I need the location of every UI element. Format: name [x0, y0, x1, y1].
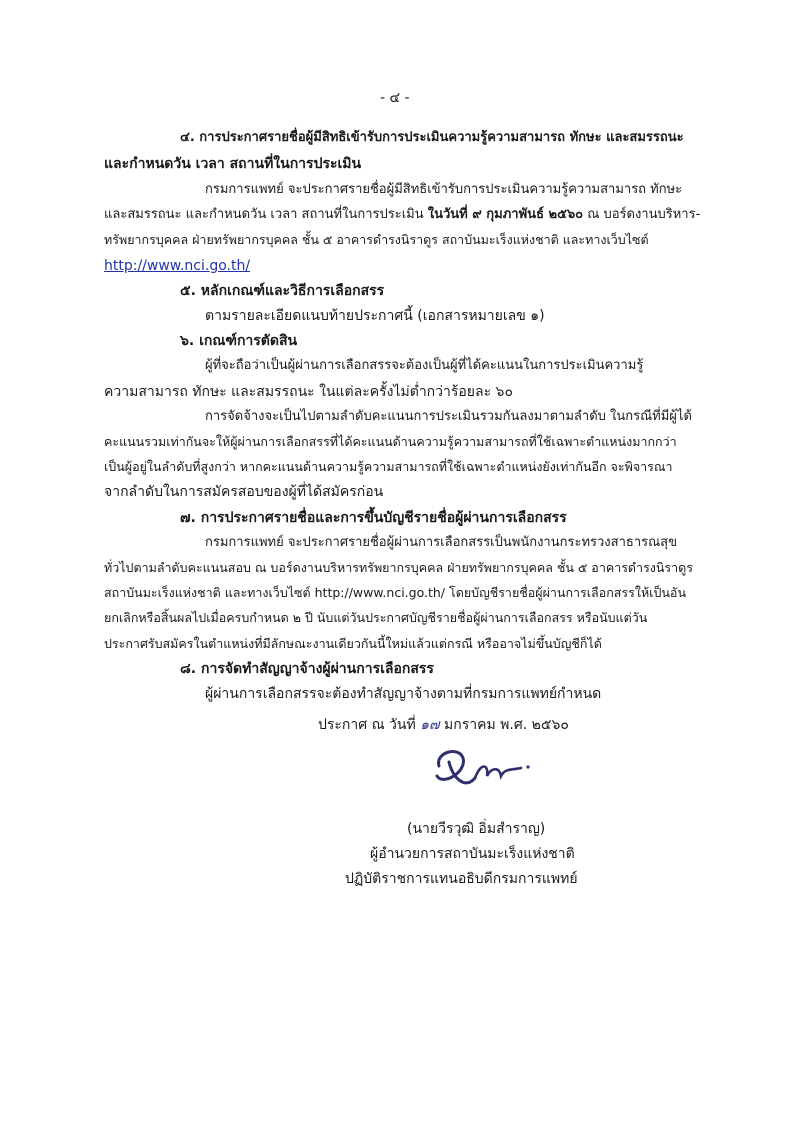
- section-6-p2-line-4: จากลำดับในการสมัครสอบของผู้ที่ได้สมัครก่อน: [104, 484, 384, 500]
- section-4-date-emphasis: ในวันที่ ๙ กุมภาพันธ์ ๒๕๖๐: [427, 207, 584, 222]
- section-4-text-line-2: [104, 203, 700, 227]
- section-6-p1-line-1: ผู้ที่จะถือว่าเป็นผู้ผ่านการเลือกสรรจะต้องเป็นผู้ที่ได้คะแนนในการประเมินความรู้: [205, 358, 644, 373]
- section-8-heading: ๘. การจัดทำสัญญาจ้างผู้ผ่านการเลือกสรร: [180, 661, 434, 677]
- section-7-line-1: กรมการแพทย์ จะประกาศรายชื่อผู้ผ่านการเลือกสรรเป็นพนักงานกระทรวงสาธารณสุข: [205, 535, 677, 550]
- announcement-date: [318, 713, 569, 737]
- section-7-line-4: ยกเลิกหรือสิ้นผลไปเมื่อครบกำหนด ๒ ปี นับแต่วันประกาศบัญชีรายชื่อผู้ผ่านการเลือกสรร หรือนับแต่วัน: [104, 610, 648, 625]
- section-4-text-line-2-c: ณ บอร์ดงานบริหาร-: [587, 207, 701, 222]
- section-4-text-line-3: ทรัพยากรบุคคล ฝ่ายทรัพยากรบุคคล ชั้น ๕ อาคารดำรงนิราดูร สถาบันมะเร็งแห่งชาติ และทางเว็บไซต์: [104, 232, 649, 247]
- section-7-line-2: ทั่วไปตามลำดับคะแนนสอบ ณ บอร์ดงานบริหารทรัพยากรบุคคล ฝ่ายทรัพยากรบุคคล ชั้น ๕ อาคารดำรงนิราดูร: [104, 560, 693, 575]
- section-6-heading: ๖. เกณฑ์การตัดสิน: [180, 333, 298, 349]
- section-6-p2-line-1: การจัดจ้างจะเป็นไปตามลำดับคะแนนการประเมินรวมกันลงมาตามลำดับ ในกรณีที่มีผู้ได้: [205, 409, 692, 424]
- section-6-p2-line-2: คะแนนรวมเท่ากันจะให้ผู้ผ่านการเลือกสรรที่ได้คะแนนด้านความรู้ความสามารถที่ใช้เฉพาะตำแหน่งมากกว่า: [104, 434, 677, 449]
- announcement-prefix: ประกาศ ณ วันที่: [318, 717, 416, 733]
- section-5-text: ตามรายละเอียดแนบท้ายประกาศนี้ (เอกสารหมายเลข ๑): [205, 308, 545, 324]
- section-6-p1-line-2: ความสามารถ ทักษะ และสมรรถนะ ในแต่ละครั้งไม่ต่ำกว่าร้อยละ ๖๐: [104, 384, 513, 400]
- handwritten-signature: [425, 738, 535, 798]
- section-4-heading-line-1: ๔. การประกาศรายชื่อผู้มีสิทธิเข้ารับการประเมินความรู้ความสามารถ ทักษะ และสมรรถนะ: [180, 130, 684, 145]
- section-5-heading: ๕. หลักเกณฑ์และวิธีการเลือกสรร: [180, 283, 385, 299]
- announcement-suffix: มกราคม พ.ศ. ๒๕๖๐: [444, 717, 569, 733]
- section-7-heading: ๗. การประกาศรายชื่อและการขึ้นบัญชีรายชื่อผู้ผ่านการเลือกสรร: [180, 510, 567, 526]
- section-4-text-line-1: กรมการแพทย์ จะประกาศรายชื่อผู้มีสิทธิเข้ารับการประเมินความรู้ความสามารถ ทักษะ: [205, 182, 683, 197]
- website-link[interactable]: http://www.nci.go.th/: [104, 258, 251, 274]
- announcement-day-handwritten: ๑๗: [420, 717, 440, 733]
- section-4-heading-line-2: และกำหนดวัน เวลา สถานที่ในการประเมิน: [104, 156, 362, 172]
- page-number: - ๔ -: [380, 90, 410, 106]
- signatory-name: (นายวีรวุฒิ อิ่มสำราญ): [407, 821, 546, 837]
- signatory-position-2: ปฏิบัติราชการแทนอธิบดีกรมการแพทย์: [345, 871, 578, 887]
- section-6-p2-line-3: เป็นผู้อยู่ในลำดับที่สูงกว่า หากคะแนนด้านความรู้ความสามารถที่ใช้เฉพาะตำแหน่งยังเท่ากันอีก จะพิจารณา: [104, 459, 673, 474]
- section-7-line-5: ประกาศรับสมัครในตำแหน่งที่มีลักษณะงานเดียวกันนี้ใหม่แล้วแต่กรณี หรืออาจไม่ขึ้นบัญชีก็ได้: [104, 636, 602, 651]
- section-7-line-3: สถาบันมะเร็งแห่งชาติ และทางเว็บไซต์ http://www.nci.go.th/ โดยบัญชีรายชื่อผู้ผ่านการเลือกสรรให้เป็นอัน: [104, 585, 686, 600]
- section-8-text: ผู้ผ่านการเลือกสรรจะต้องทำสัญญาจ้างตามที่กรมการแพทย์กำหนด: [205, 686, 602, 702]
- section-4-text-line-2-a: และสมรรถนะ และกำหนดวัน เวลา สถานที่ในการประเมิน: [104, 207, 424, 222]
- signatory-position-1: ผู้อำนวยการสถาบันมะเร็งแห่งชาติ: [370, 846, 575, 862]
